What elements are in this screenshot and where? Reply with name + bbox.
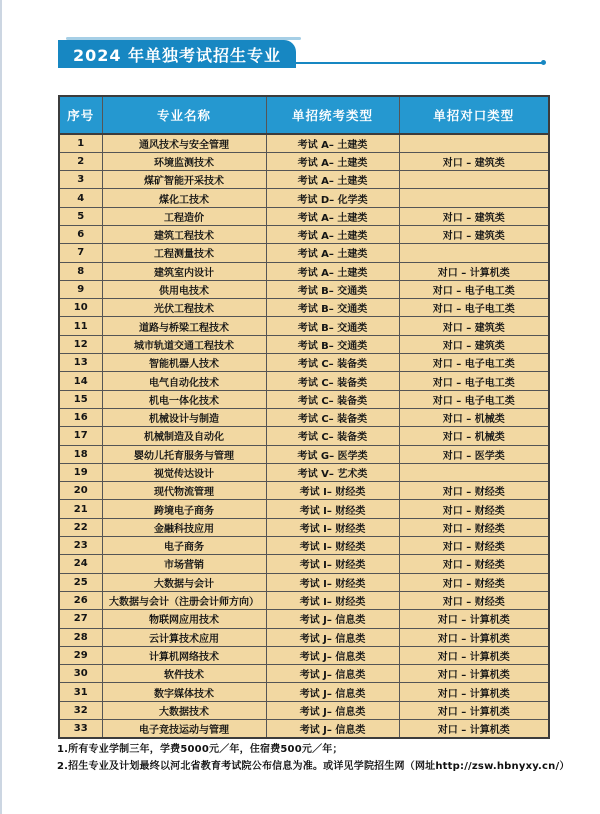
counterpart-type-cell: 对口 – 计算机类: [399, 262, 549, 280]
row-number-cell: 11: [59, 317, 102, 335]
unified-exam-type-cell: 考试 I– 财经类: [266, 537, 399, 555]
table-row: [59, 482, 549, 500]
table-row: [59, 280, 549, 298]
unified-exam-type-cell: 考试 A– 土建类: [266, 225, 399, 243]
major-name-cell: 建筑工程技术: [102, 225, 266, 243]
unified-exam-type-cell: 考试 I– 财经类: [266, 591, 399, 609]
table-row: [59, 152, 549, 170]
row-number-cell: 26: [59, 591, 102, 609]
counterpart-type-cell: 对口 – 机械类: [399, 427, 549, 445]
row-number-cell: 17: [59, 427, 102, 445]
major-name-cell: 机械设计与制造: [102, 408, 266, 426]
major-name-cell: 云计算技术应用: [102, 628, 266, 646]
major-name-cell: 智能机器人技术: [102, 354, 266, 372]
row-number-cell: 6: [59, 225, 102, 243]
unified-exam-type-cell: 考试 D– 化学类: [266, 189, 399, 207]
table-row: [59, 134, 549, 152]
counterpart-type-cell: 对口 – 建筑类: [399, 225, 549, 243]
footnote-1: 1.所有专业学制三年，学费5000元／年，住宿费500元／年；: [57, 744, 343, 755]
table-row: [59, 427, 549, 445]
counterpart-type-cell: [399, 463, 549, 481]
counterpart-type-cell: [399, 171, 549, 189]
major-name-cell: 计算机网络技术: [102, 646, 266, 664]
row-number-cell: 18: [59, 445, 102, 463]
major-name-cell: 环境监测技术: [102, 152, 266, 170]
major-name-cell: 机械制造及自动化: [102, 427, 266, 445]
table-row: [59, 610, 549, 628]
row-number-cell: 30: [59, 665, 102, 683]
unified-exam-type-cell: 考试 J– 信息类: [266, 628, 399, 646]
row-number-cell: 21: [59, 500, 102, 518]
unified-exam-type-cell: 考试 J– 信息类: [266, 701, 399, 719]
unified-exam-type-cell: 考试 I– 财经类: [266, 518, 399, 536]
major-name-cell: 视觉传达设计: [102, 463, 266, 481]
table-row: [59, 573, 549, 591]
majors-table: [58, 95, 550, 739]
row-number-cell: 8: [59, 262, 102, 280]
table-row: [59, 555, 549, 573]
table-row: [59, 244, 549, 262]
unified-exam-type-cell: 考试 J– 信息类: [266, 646, 399, 664]
unified-exam-type-cell: 考试 A– 土建类: [266, 152, 399, 170]
counterpart-type-cell: 对口 – 电子电工类: [399, 280, 549, 298]
unified-exam-type-cell: 考试 B– 交通类: [266, 299, 399, 317]
unified-exam-type-cell: 考试 G– 医学类: [266, 445, 399, 463]
counterpart-type-cell: 对口 – 建筑类: [399, 317, 549, 335]
major-name-cell: 婴幼儿托育服务与管理: [102, 445, 266, 463]
row-number-cell: 20: [59, 482, 102, 500]
table-row: [59, 299, 549, 317]
unified-exam-type-cell: 考试 A– 土建类: [266, 207, 399, 225]
table-row: [59, 646, 549, 664]
row-number-cell: 25: [59, 573, 102, 591]
counterpart-type-cell: [399, 244, 549, 262]
unified-exam-type-cell: 考试 C– 装备类: [266, 372, 399, 390]
table-row: [59, 665, 549, 683]
unified-exam-type-cell: 考试 J– 信息类: [266, 683, 399, 701]
row-number-cell: 1: [59, 134, 102, 152]
unified-exam-type-cell: 考试 J– 信息类: [266, 665, 399, 683]
table-row: [59, 189, 549, 207]
unified-exam-type-cell: 考试 I– 财经类: [266, 500, 399, 518]
row-number-cell: 27: [59, 610, 102, 628]
row-number-cell: 16: [59, 408, 102, 426]
column-header-major-name: 专业名称: [102, 96, 266, 134]
major-name-cell: 光伏工程技术: [102, 299, 266, 317]
table-row: [59, 317, 549, 335]
table-row: [59, 628, 549, 646]
major-name-cell: 金融科技应用: [102, 518, 266, 536]
major-name-cell: 通风技术与安全管理: [102, 134, 266, 152]
unified-exam-type-cell: 考试 B– 交通类: [266, 317, 399, 335]
counterpart-type-cell: 对口 – 机械类: [399, 408, 549, 426]
major-name-cell: 建筑室内设计: [102, 262, 266, 280]
counterpart-type-cell: 对口 – 财经类: [399, 573, 549, 591]
major-name-cell: 煤矿智能开采技术: [102, 171, 266, 189]
major-name-cell: 煤化工技术: [102, 189, 266, 207]
major-name-cell: 大数据技术: [102, 701, 266, 719]
major-name-cell: 供用电技术: [102, 280, 266, 298]
table-row: [59, 225, 549, 243]
table-row: [59, 683, 549, 701]
footnotes: [57, 741, 570, 775]
row-number-cell: 19: [59, 463, 102, 481]
table-row: [59, 207, 549, 225]
counterpart-type-cell: 对口 – 建筑类: [399, 335, 549, 353]
counterpart-type-cell: 对口 – 建筑类: [399, 152, 549, 170]
unified-exam-type-cell: 考试 I– 财经类: [266, 573, 399, 591]
counterpart-type-cell: 对口 – 计算机类: [399, 683, 549, 701]
row-number-cell: 9: [59, 280, 102, 298]
row-number-cell: 28: [59, 628, 102, 646]
page-left-edge-line: [0, 0, 2, 814]
counterpart-type-cell: 对口 – 财经类: [399, 555, 549, 573]
table-row: [59, 390, 549, 408]
counterpart-type-cell: 对口 – 计算机类: [399, 628, 549, 646]
table-row: [59, 408, 549, 426]
majors-table-head: [59, 96, 549, 134]
table-row: [59, 372, 549, 390]
table-row: [59, 537, 549, 555]
major-name-cell: 工程造价: [102, 207, 266, 225]
counterpart-type-cell: 对口 – 电子电工类: [399, 390, 549, 408]
row-number-cell: 5: [59, 207, 102, 225]
row-number-cell: 23: [59, 537, 102, 555]
table-row: [59, 701, 549, 719]
counterpart-type-cell: 对口 – 计算机类: [399, 665, 549, 683]
row-number-cell: 13: [59, 354, 102, 372]
counterpart-type-cell: 对口 – 计算机类: [399, 646, 549, 664]
major-name-cell: 工程测量技术: [102, 244, 266, 262]
row-number-cell: 2: [59, 152, 102, 170]
major-name-cell: 大数据与会计（注册会计师方向）: [102, 591, 266, 609]
table-row: [59, 335, 549, 353]
column-header-row-number: 序号: [59, 96, 102, 134]
major-name-cell: 数字媒体技术: [102, 683, 266, 701]
page-title: 2024 年单独考试招生专业: [72, 45, 282, 65]
unified-exam-type-cell: 考试 C– 装备类: [266, 354, 399, 372]
counterpart-type-cell: 对口 – 计算机类: [399, 720, 549, 738]
row-number-cell: 22: [59, 518, 102, 536]
major-name-cell: 电子竞技运动与管理: [102, 720, 266, 738]
row-number-cell: 31: [59, 683, 102, 701]
row-number-cell: 32: [59, 701, 102, 719]
counterpart-type-cell: 对口 – 建筑类: [399, 207, 549, 225]
counterpart-type-cell: 对口 – 财经类: [399, 518, 549, 536]
table-row: [59, 354, 549, 372]
row-number-cell: 33: [59, 720, 102, 738]
row-number-cell: 10: [59, 299, 102, 317]
table-row: [59, 463, 549, 481]
table-row: [59, 591, 549, 609]
unified-exam-type-cell: 考试 C– 装备类: [266, 427, 399, 445]
unified-exam-type-cell: 考试 J– 信息类: [266, 720, 399, 738]
title-decoration-dot: [541, 60, 546, 65]
table-row: [59, 171, 549, 189]
unified-exam-type-cell: 考试 B– 交通类: [266, 280, 399, 298]
section-title-banner: [58, 40, 296, 68]
counterpart-type-cell: 对口 – 财经类: [399, 537, 549, 555]
unified-exam-type-cell: 考试 V– 艺术类: [266, 463, 399, 481]
footnote-2: 2.招生专业及计划最终以河北省教育考试院公布信息为准。或详见学院招生网（网址http://zsw.hbnyxy.cn/）: [57, 761, 570, 772]
counterpart-type-cell: 对口 – 电子电工类: [399, 354, 549, 372]
unified-exam-type-cell: 考试 A– 土建类: [266, 134, 399, 152]
major-name-cell: 大数据与会计: [102, 573, 266, 591]
counterpart-type-cell: 对口 – 财经类: [399, 500, 549, 518]
counterpart-type-cell: [399, 134, 549, 152]
row-number-cell: 14: [59, 372, 102, 390]
counterpart-type-cell: 对口 – 财经类: [399, 591, 549, 609]
major-name-cell: 城市轨道交通工程技术: [102, 335, 266, 353]
counterpart-type-cell: [399, 189, 549, 207]
column-header-unified-exam-type: 单招统考类型: [266, 96, 399, 134]
major-name-cell: 道路与桥梁工程技术: [102, 317, 266, 335]
unified-exam-type-cell: 考试 J– 信息类: [266, 610, 399, 628]
unified-exam-type-cell: 考试 I– 财经类: [266, 482, 399, 500]
counterpart-type-cell: 对口 – 财经类: [399, 482, 549, 500]
unified-exam-type-cell: 考试 B– 交通类: [266, 335, 399, 353]
major-name-cell: 机电一体化技术: [102, 390, 266, 408]
table-row: [59, 445, 549, 463]
table-row: [59, 500, 549, 518]
column-header-counterpart-type: 单招对口类型: [399, 96, 549, 134]
major-name-cell: 电气自动化技术: [102, 372, 266, 390]
table-row: [59, 262, 549, 280]
major-name-cell: 跨境电子商务: [102, 500, 266, 518]
row-number-cell: 15: [59, 390, 102, 408]
table-row: [59, 720, 549, 738]
row-number-cell: 3: [59, 171, 102, 189]
major-name-cell: 软件技术: [102, 665, 266, 683]
counterpart-type-cell: 对口 – 电子电工类: [399, 372, 549, 390]
table-header-row: [59, 96, 549, 134]
major-name-cell: 电子商务: [102, 537, 266, 555]
unified-exam-type-cell: 考试 I– 财经类: [266, 555, 399, 573]
major-name-cell: 市场营销: [102, 555, 266, 573]
counterpart-type-cell: 对口 – 计算机类: [399, 701, 549, 719]
row-number-cell: 7: [59, 244, 102, 262]
major-name-cell: 现代物流管理: [102, 482, 266, 500]
row-number-cell: 12: [59, 335, 102, 353]
unified-exam-type-cell: 考试 C– 装备类: [266, 390, 399, 408]
counterpart-type-cell: 对口 – 医学类: [399, 445, 549, 463]
major-name-cell: 物联网应用技术: [102, 610, 266, 628]
counterpart-type-cell: 对口 – 电子电工类: [399, 299, 549, 317]
counterpart-type-cell: 对口 – 计算机类: [399, 610, 549, 628]
table-row: [59, 518, 549, 536]
unified-exam-type-cell: 考试 A– 土建类: [266, 171, 399, 189]
unified-exam-type-cell: 考试 C– 装备类: [266, 408, 399, 426]
majors-table-body: [59, 134, 549, 738]
row-number-cell: 29: [59, 646, 102, 664]
unified-exam-type-cell: 考试 A– 土建类: [266, 244, 399, 262]
unified-exam-type-cell: 考试 A– 土建类: [266, 262, 399, 280]
title-decoration-line: [296, 62, 543, 64]
row-number-cell: 24: [59, 555, 102, 573]
row-number-cell: 4: [59, 189, 102, 207]
